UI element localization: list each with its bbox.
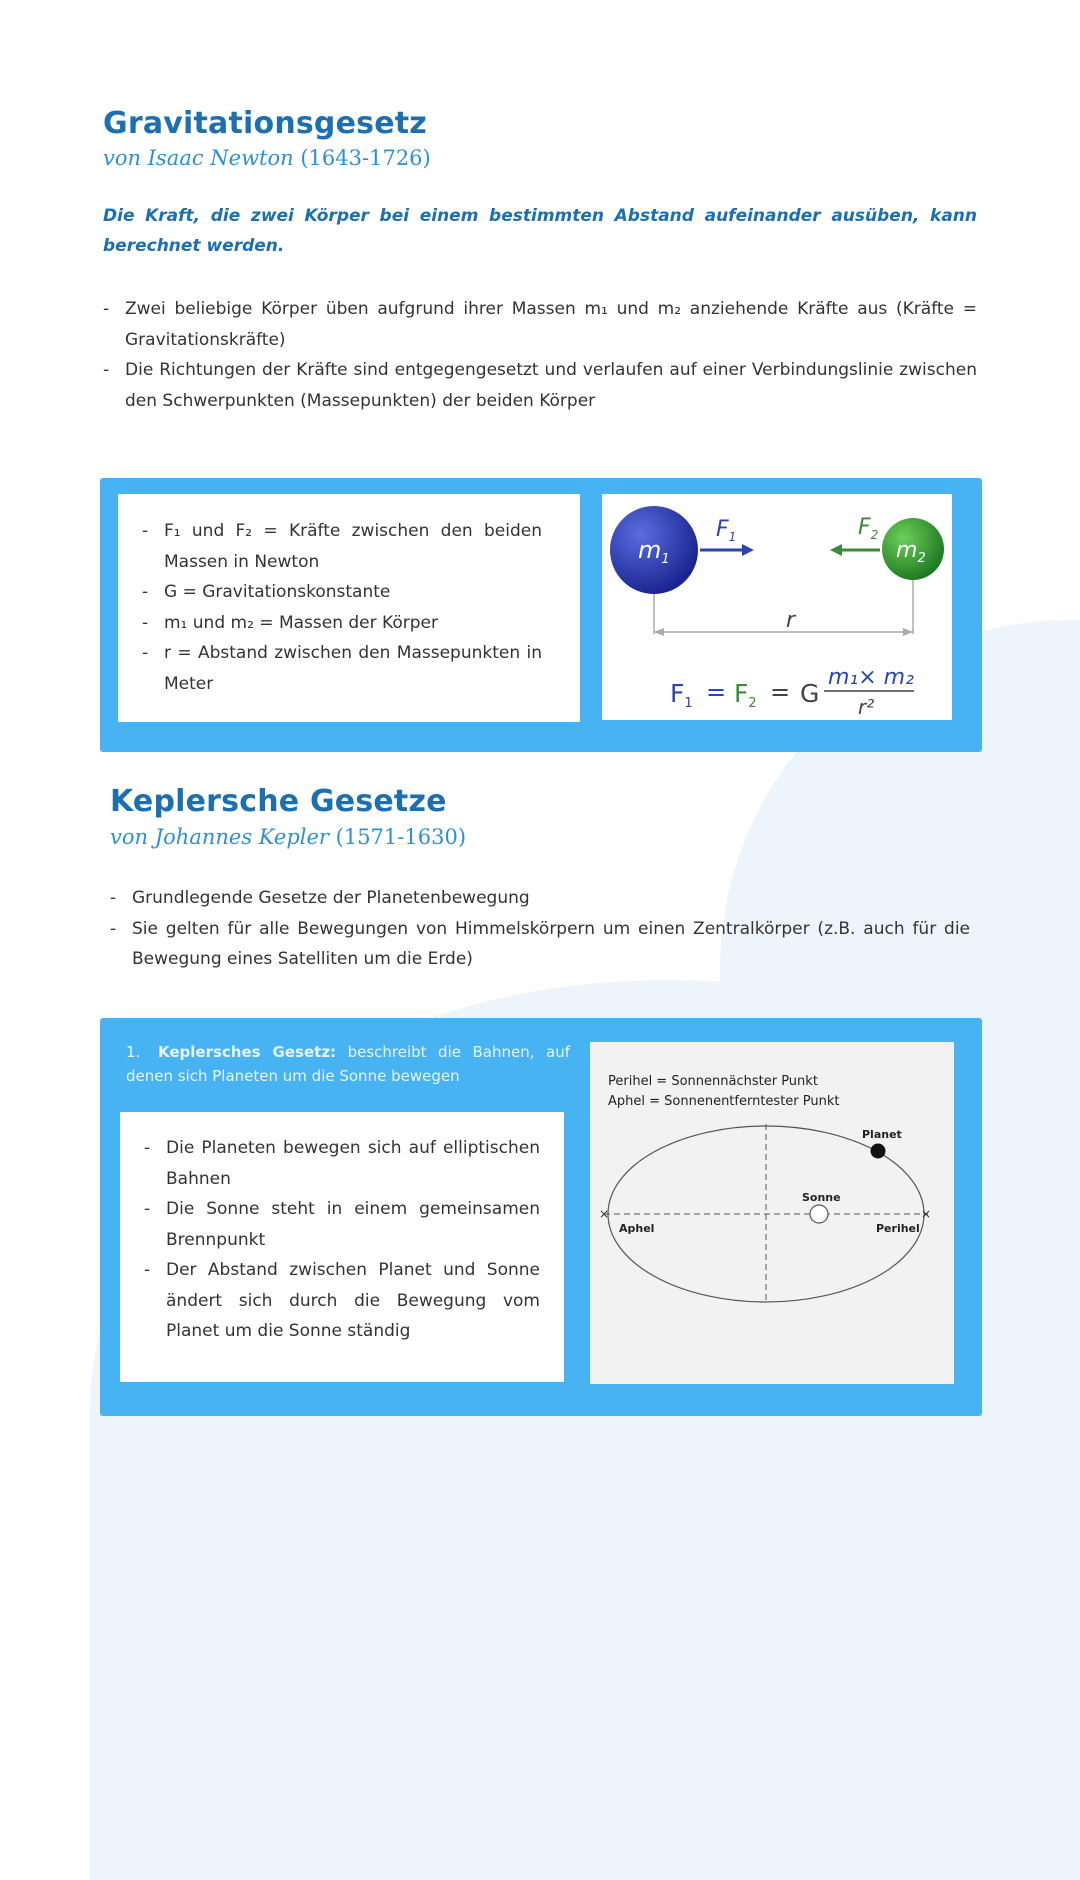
list-item: - r = Abstand zwischen den Massepunkten in Meter (142, 638, 542, 699)
author-years: (1643-1726) (300, 146, 431, 170)
force-2-arrowhead (830, 544, 842, 556)
aphel-definition: Aphel = Sonnenentferntester Punkt (608, 1094, 840, 1109)
distance-label: r (786, 608, 796, 633)
gravitation-bullet-list (103, 294, 977, 416)
gravitation-diagram-card (602, 494, 952, 720)
perihel-marker: × (920, 1207, 932, 1221)
author-prefix: von (103, 146, 142, 170)
author-prefix: von (110, 825, 149, 849)
formula-equals-2: = (770, 678, 791, 706)
list-item: - Die Richtungen der Kräfte sind entgegengesetzt und verlaufen auf einer Verbindungslinie zwischen den Schwerpunkten (Massepunkten) der beiden Körper (103, 355, 977, 416)
force-2-label: $F_2$ (858, 515, 879, 542)
law-description: beschreibt die Bahnen, auf denen sich Planeten um die Sonne bewegen (126, 1043, 570, 1085)
gravitation-title: Gravitationsgesetz (103, 106, 427, 141)
aphel-label: Aphel (619, 1222, 655, 1235)
list-item: - F₁ und F₂ = Kräfte zwischen den beiden Massen in Newton (142, 516, 542, 577)
gravitation-lead: Die Kraft, die zwei Körper bei einem bestimmten Abstand aufeinander ausüben, kann berechnet werden. (103, 206, 977, 256)
kepler-subtitle (110, 825, 466, 849)
gravitation-legend-card (118, 494, 580, 722)
law-name: Keplersches Gesetz: (158, 1043, 337, 1061)
formula-denominator: r² (858, 695, 875, 719)
list-item: - Die Planeten bewegen sich auf elliptischen Bahnen (144, 1133, 540, 1194)
formula-equals-1: = (706, 678, 727, 706)
list-item: - G = Gravitationskonstante (142, 577, 542, 608)
force-1-arrowhead (742, 544, 754, 556)
author-years: (1571-1630) (335, 825, 467, 849)
legend-list (142, 516, 542, 699)
distance-arrowhead-right (903, 628, 913, 636)
kepler-title: Keplersche Gesetze (110, 784, 447, 819)
mass-1-label: $m_1$ (638, 536, 670, 567)
aphel-marker: × (598, 1207, 610, 1221)
perihel-definition: Perihel = Sonnennächster Punkt (608, 1074, 818, 1089)
formula-g: G (800, 679, 820, 708)
force-1-label: $F_1$ (716, 517, 737, 544)
mass-2-label: $m_2$ (896, 538, 926, 566)
author-name: Johannes Kepler (154, 825, 329, 849)
gravitation-subtitle (103, 146, 431, 170)
ellipse-legend (608, 1072, 840, 1112)
distance-arrowhead-left (654, 628, 664, 636)
kepler-law-1-card (120, 1112, 564, 1382)
formula-f1: $F_1$ (670, 679, 693, 711)
list-item: - Grundlegende Gesetze der Planetenbewegung (110, 883, 970, 914)
perihel-label: Perihel (876, 1222, 920, 1235)
list-item: - m₁ und m₂ = Massen der Körper (142, 608, 542, 639)
planet-dot (871, 1144, 886, 1159)
planet-label: Planet (862, 1128, 902, 1141)
list-item: - Die Sonne steht in einem gemeinsamen Brennpunkt (144, 1194, 540, 1255)
author-name: Isaac Newton (147, 146, 294, 170)
gravitation-diagram (602, 494, 952, 720)
sun-label: Sonne (802, 1191, 841, 1204)
list-item: - Sie gelten für alle Bewegungen von Himmelskörpern um einen Zentralkörper (z.B. auch für die Bewegung eines Satelliten um die Erde) (110, 914, 970, 975)
kepler-bullet-list (110, 883, 970, 975)
kepler-law-1-heading (126, 1040, 570, 1088)
kepler-law-1-points (144, 1133, 540, 1347)
formula-numerator: m₁× m₂ (828, 665, 914, 690)
formula-f2: $F_2$ (734, 679, 757, 711)
law-number: 1. (126, 1043, 141, 1061)
sun-circle (810, 1205, 828, 1223)
list-item: - Der Abstand zwischen Planet und Sonne ändert sich durch die Bewegung vom Planet um die Sonne ständig (144, 1255, 540, 1347)
list-item: - Zwei beliebige Körper üben aufgrund ihrer Massen m₁ und m₂ anziehende Kräfte aus (Kräfte = Gravitationskräfte) (103, 294, 977, 355)
kepler-ellipse-card (590, 1042, 954, 1384)
